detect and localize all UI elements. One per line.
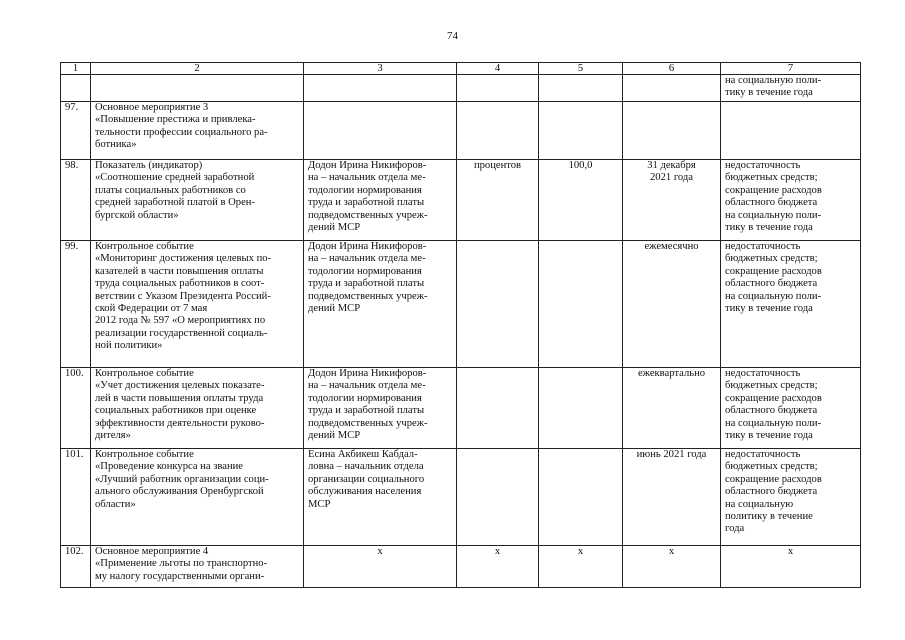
row-responsible: x bbox=[377, 546, 383, 557]
row-responsible: Додон Ирина Никифоров- на – начальник отдела ме- тодологии нормирования труда и заработной платы подведомственных учреж- дений МСР bbox=[308, 368, 428, 442]
row-risk: на социальную поли- тику в течение года bbox=[725, 75, 822, 99]
row-risk: недостаточность бюджетных средств; сокращение расходов областного бюджета на социальную поли- тику в течение года bbox=[725, 241, 822, 315]
row-responsible: Додон Ирина Никифоров- на – начальник отдела ме- тодологии нормирования труда и заработной платы подведомственных учреж- дений МСР bbox=[308, 160, 428, 234]
row-responsible: Есина Акбикеш Кабдал- ловна – начальник отдела организации социального обслуживания населения МСР bbox=[308, 449, 425, 510]
row-number: 99. bbox=[65, 241, 79, 252]
row-term: ежемесячно bbox=[644, 241, 699, 252]
column-header: 2 bbox=[91, 63, 304, 75]
row-description: Основное мероприятие 4 «Применение льготы по транспортно- му налогу государственными органи- bbox=[95, 546, 268, 582]
row-number: 102. bbox=[65, 546, 84, 557]
table-row bbox=[61, 160, 861, 241]
table-row bbox=[61, 449, 861, 546]
row-value: 100,0 bbox=[568, 160, 593, 171]
row-number: 98. bbox=[65, 160, 79, 171]
row-term: июнь 2021 года bbox=[636, 449, 707, 460]
column-header: 1 bbox=[61, 63, 91, 75]
row-description: Контрольное событие «Мониторинг достижения целевых по- казателей в части повышения оплаты труда социальных работников в соот- ветствии с Указом Президента Россий- ской Федерации от 7 мая 2012 года № 597 «О мероприятиях по реализации государственной социаль- ной политики» bbox=[95, 241, 272, 352]
row-term: x bbox=[668, 546, 675, 557]
row-description: Показатель (индикатор) «Соотношение средней заработной платы социальных работников со средней заработной платой в Орен- бургской области» bbox=[95, 160, 255, 221]
column-header: 7 bbox=[721, 63, 861, 75]
column-header: 6 bbox=[623, 63, 721, 75]
table-row bbox=[61, 241, 861, 368]
row-number: 97. bbox=[65, 102, 79, 113]
row-risk: недостаточность бюджетных средств; сокращение расходов областного бюджета на социальную поли- тику в течение года bbox=[725, 368, 822, 442]
row-description: Основное мероприятие 3 «Повышение престижа и привлека- тельности профессии социального ра- ботника» bbox=[95, 102, 268, 151]
column-header: 4 bbox=[457, 63, 539, 75]
row-term: ежеквартально bbox=[637, 368, 706, 379]
column-header: 5 bbox=[539, 63, 623, 75]
row-unit: процентов bbox=[473, 160, 522, 171]
measures-table bbox=[60, 62, 861, 588]
row-number: 100. bbox=[65, 368, 84, 379]
row-unit: x bbox=[494, 546, 501, 557]
row-term: 31 декабря 2021 года bbox=[647, 160, 696, 184]
row-risk: x bbox=[787, 546, 794, 557]
row-value: x bbox=[577, 546, 584, 557]
page-number: 74 bbox=[447, 30, 458, 42]
row-description: Контрольное событие «Учет достижения целевых показате- лей в части повышения оплаты труда социальных работников при оценке эффективности деятельности руково- дителя» bbox=[95, 368, 265, 442]
row-description: Контрольное событие «Проведение конкурса на звание «Лучший работник организации соци- ального обслуживания Оренбургской области» bbox=[95, 449, 269, 510]
table-row bbox=[61, 368, 861, 449]
column-header: 3 bbox=[304, 63, 457, 75]
header-row bbox=[61, 63, 861, 75]
row-number: 101. bbox=[65, 449, 84, 460]
row-risk: недостаточность бюджетных средств; сокращение расходов областного бюджета на социальную политику в течение года bbox=[725, 449, 822, 535]
row-responsible: Додон Ирина Никифоров- на – начальник отдела ме- тодологии нормирования труда и заработной платы подведомственных учреж- дений МСР bbox=[308, 241, 428, 315]
table-row bbox=[61, 102, 861, 160]
table-row bbox=[61, 546, 861, 588]
table-row bbox=[61, 75, 861, 102]
row-risk: недостаточность бюджетных средств; сокращение расходов областного бюджета на социальную поли- тику в течение года bbox=[725, 160, 822, 234]
